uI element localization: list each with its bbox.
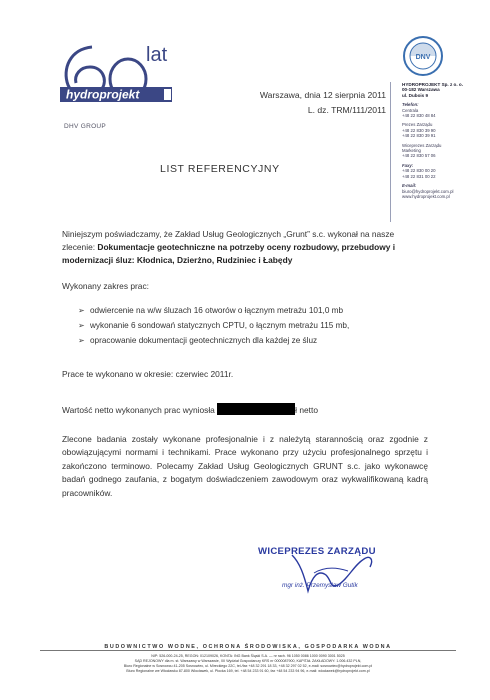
vice-president-label: Wiceprezes Zarządu	[402, 142, 442, 148]
footer-details	[40, 654, 456, 674]
stamp-name: mgr inż. Przemysław Gutik	[282, 582, 358, 589]
footer-divider	[40, 650, 456, 651]
company-street: ul. Dubois 9	[402, 92, 429, 98]
fax-number-2: +48 22 831 00 22	[402, 173, 436, 179]
value-text: Wartość netto wykonanych prac wyniosła	[62, 405, 215, 415]
certification-seal	[402, 35, 444, 77]
value-suffix: ł netto	[295, 405, 318, 415]
reference-number: L. dz. TRM/111/2011	[307, 105, 386, 115]
redaction-box	[217, 403, 295, 415]
fax-number-1: +48 22 830 00 20	[402, 168, 436, 174]
date-block	[236, 88, 386, 118]
footer-line: SĄD REJONOWY dla m. st. Warszawy w Warszawie, XII Wydział Gospodarczy KRS nr 0000087900, KAPITAŁ ZAKŁADOWY: 1.006.432 PLN,	[134, 659, 362, 663]
phone-label: Telefon:	[402, 102, 419, 108]
intro-paragraph	[62, 228, 422, 267]
president-label: Prezes Zarządu	[402, 122, 433, 128]
president-number-1: +48 22 830 39 90	[402, 127, 436, 133]
stamp-title: WICEPREZES ZARZĄDU	[258, 546, 376, 557]
company-name: HYDROPROJEKT Sp. z o. o.	[402, 82, 463, 87]
place-date: Warszawa, dnia 12 sierpnia 2011	[259, 90, 386, 100]
intro-subject: Dokumentacje geotechniczne na potrzeby oceny rozbudowy, przebudowy i modernizacji śluz: Kłodnica, Dzierżno, Rudziniec i Łabędy	[62, 242, 396, 265]
scope-heading: Wykonany zakres prac:	[62, 281, 149, 291]
logo-brand-text: hydroprojekt	[66, 87, 140, 102]
president-number-2: +48 22 830 39 91	[402, 133, 436, 139]
hydroprojekt-logo	[58, 35, 178, 127]
website-address[interactable]: www.hydroprojekt.com.pl	[402, 193, 450, 199]
list-item: ➢ wykonanie 6 sondowań statycznych CPTU, o łącznym metrażu 115 mb,	[78, 318, 418, 333]
closing-paragraph: Zlecone badania zostały wykonane profesjonalnie i z należytą starannością oraz zgodnie z obowiązującymi normami i technikami. Prace wykonano przy użyciu profesjonalnego sprzętu i zakończono terminowo. Polecamy Zakład Usług Geologicznych GRUNT s.c. jako wykonawcę badań godnego zaufania, z bogatym doświadczeniem zawodowym oraz wykwalifikowaną kadrą pracowników.	[62, 434, 428, 498]
scope-list	[78, 303, 418, 348]
group-label: DHV GROUP	[64, 123, 107, 130]
central-number: +48 22 830 48 84	[402, 113, 436, 119]
seal-text: DNV	[415, 54, 431, 61]
sidebar-divider	[390, 82, 391, 222]
central-label: Centrala	[402, 107, 419, 113]
footer-line: Biuro Regionalne w Sosnowcu 41-205 Sosnowiec, ul. Mireckiego 22C, tel./fax +48 32 291 18 33, +48 32 297 02 52, e-mail: sosnowiec@hydroprojekt.com.pl	[123, 664, 373, 668]
company-zip: 00-182 Warszawa	[402, 87, 440, 93]
value-line	[62, 403, 318, 415]
intro-text: Niniejszym poświadczamy, że Zakład Usług Geologicznych „Grunt” s.c. wykonał na nasze zlecenie:	[62, 229, 395, 252]
footer-line: Biuro Regionalne we Włocławku 87-800 Włocławek, ul. Płocka 169, tel. +48 54 233 91 60, fax +48 54 233 94 96, e-mail: wloclawek@hydroprojekt.com.pl	[126, 669, 370, 673]
signature	[274, 545, 378, 605]
footer-line: NIP: 526-000-24-25, REGON: 012109026, KONTA: ING Bank Śląski S.A. — nr rach. 96 1050 0086 1000 0090 3001 5025	[151, 654, 345, 658]
footer-tagline: BUDOWNICTWO WODNE, OCHRONA ŚRODOWISKA, GOSPODARKA WODNA	[104, 644, 392, 650]
logo-lat-text: lat	[146, 44, 168, 66]
list-item: ➢ odwiercenie na w/w śluzach 16 otworów o łącznym metrażu 101,0 mb	[78, 303, 418, 318]
period-text: Prace te wykonano w okresie: czerwiec 2011r.	[62, 369, 234, 379]
fax-label: Faxy:	[402, 162, 414, 168]
marketing-label: Marketing	[402, 148, 421, 154]
list-item: ➢ opracowanie dokumentacji geotechnicznych dla każdej ze śluz	[78, 333, 418, 348]
letter-title: LIST REFERENCYJNY	[160, 163, 280, 175]
vice-president-number: +48 22 830 57 06	[402, 153, 436, 159]
email-address[interactable]: biuro@hydroprojekt.com.pl	[402, 188, 454, 194]
contact-sidebar	[402, 82, 486, 199]
email-label: E-mail:	[402, 183, 417, 189]
